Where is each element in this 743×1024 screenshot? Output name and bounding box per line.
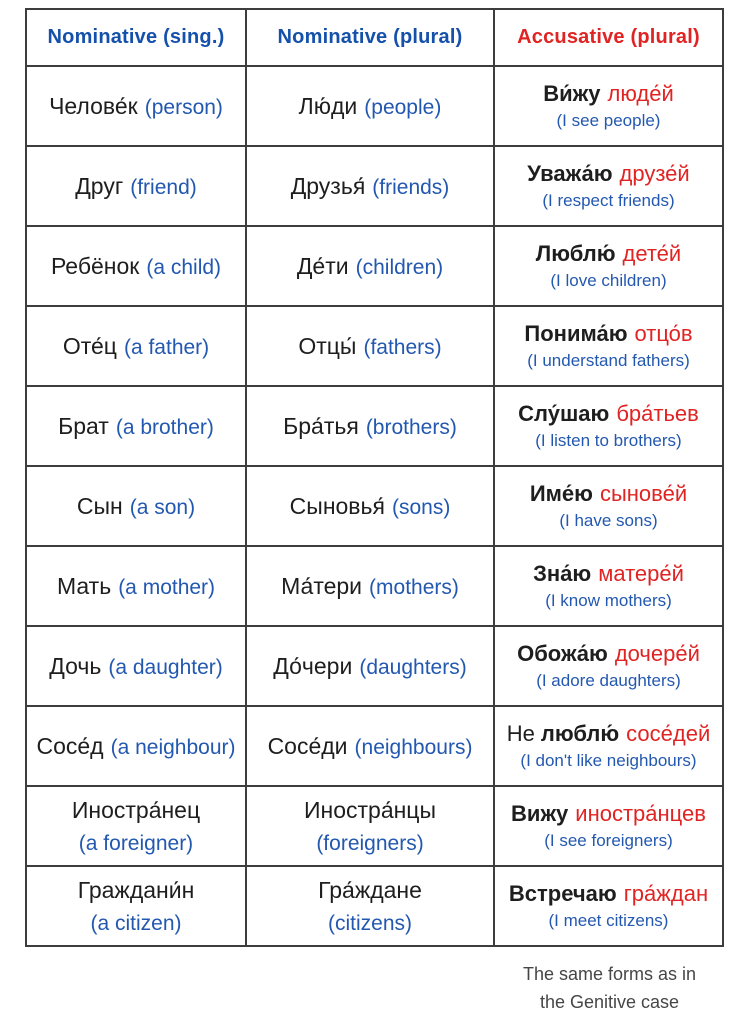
accusative-cell xyxy=(494,706,723,786)
footer-note-line2: the Genitive case xyxy=(539,991,680,1012)
accusative-phrase xyxy=(499,641,718,667)
nominative-plural-translation: (mothers) xyxy=(369,575,459,599)
accusative-prefix: Не xyxy=(506,721,535,746)
accusative-cell xyxy=(494,786,723,866)
accusative-phrase xyxy=(499,721,718,747)
nominative-singular-cell xyxy=(26,226,246,306)
nominative-singular-word: Ребёнок xyxy=(50,252,140,279)
table-row xyxy=(26,386,723,466)
nominative-singular-translation: (a brother) xyxy=(115,415,214,439)
accusative-phrase xyxy=(499,561,718,587)
nominative-singular-cell xyxy=(26,546,246,626)
header-accusative-plural: Accusative (plural) xyxy=(494,9,723,66)
table-row xyxy=(26,546,723,626)
nominative-plural-word: Бра́тья xyxy=(283,412,359,439)
accusative-cell xyxy=(494,386,723,466)
nominative-plural-translation: (foreigners) xyxy=(316,831,424,855)
table-row xyxy=(26,866,723,946)
table-row xyxy=(26,786,723,866)
accusative-translation: (I listen to brothers) xyxy=(535,431,682,450)
accusative-verb: Обожа́ю xyxy=(517,641,608,666)
table-row xyxy=(26,466,723,546)
accusative-phrase xyxy=(499,161,718,187)
accusative-cell xyxy=(494,226,723,306)
accusative-noun: сосе́дей xyxy=(626,721,711,746)
accusative-phrase xyxy=(499,81,718,107)
nominative-plural-translation: (daughters) xyxy=(359,655,467,679)
accusative-translation: (I know mothers) xyxy=(545,591,672,610)
accusative-cell xyxy=(494,306,723,386)
nominative-singular-cell xyxy=(26,386,246,466)
table-row xyxy=(26,626,723,706)
footer-note xyxy=(492,961,727,1017)
nominative-singular-cell xyxy=(26,306,246,386)
nominative-plural-cell xyxy=(246,386,494,466)
nominative-plural-translation: (sons) xyxy=(391,495,451,519)
nominative-plural-word: До́чери xyxy=(273,652,353,679)
table-row xyxy=(26,66,723,146)
nominative-plural-cell xyxy=(246,706,494,786)
accusative-phrase xyxy=(499,481,718,507)
nominative-singular-word: Брат xyxy=(58,412,109,439)
table-row xyxy=(26,226,723,306)
nominative-singular-word: Иностра́нец xyxy=(71,796,201,823)
accusative-cell xyxy=(494,866,723,946)
accusative-verb: люблю́ xyxy=(540,721,620,746)
header-row xyxy=(26,9,723,66)
nominative-plural-cell xyxy=(246,306,494,386)
nominative-plural-word: Сыновья́ xyxy=(289,492,385,519)
accusative-verb: Уважа́ю xyxy=(527,161,613,186)
nominative-plural-word: Иностра́нцы xyxy=(303,796,437,823)
accusative-translation: (I adore daughters) xyxy=(536,671,681,690)
accusative-noun: дочере́й xyxy=(614,641,700,666)
nominative-plural-word: Де́ти xyxy=(296,252,349,279)
header-nominative-singular: Nominative (sing.) xyxy=(26,9,246,66)
accusative-verb: Понима́ю xyxy=(524,321,628,346)
nominative-singular-translation: (person) xyxy=(144,95,223,119)
accusative-noun: матере́й xyxy=(598,561,684,586)
nominative-singular-word: Оте́ц xyxy=(62,332,117,359)
table-row xyxy=(26,706,723,786)
accusative-cell xyxy=(494,466,723,546)
accusative-verb: Ви́жу xyxy=(543,81,601,106)
accusative-verb: Зна́ю xyxy=(533,561,592,586)
nominative-singular-cell xyxy=(26,866,246,946)
nominative-singular-word: Сын xyxy=(76,492,123,519)
table-body xyxy=(26,66,723,946)
accusative-cell xyxy=(494,66,723,146)
nominative-plural-cell xyxy=(246,66,494,146)
nominative-singular-translation: (a daughter) xyxy=(108,655,223,679)
nominative-plural-cell xyxy=(246,226,494,306)
nominative-plural-word: Лю́ди xyxy=(298,92,358,119)
nominative-plural-translation: (citizens) xyxy=(327,911,412,935)
nominative-singular-word: Граждани́н xyxy=(77,876,195,903)
accusative-verb: Слу́шаю xyxy=(518,401,610,426)
accusative-translation: (I understand fathers) xyxy=(527,351,690,370)
nominative-singular-translation: (a son) xyxy=(129,495,196,519)
accusative-phrase xyxy=(499,241,718,267)
nominative-plural-translation: (children) xyxy=(355,255,444,279)
nominative-plural-cell xyxy=(246,466,494,546)
accusative-phrase xyxy=(499,321,718,347)
nominative-plural-cell xyxy=(246,866,494,946)
accusative-verb: Име́ю xyxy=(529,481,593,506)
accusative-translation: (I meet citizens) xyxy=(548,911,669,930)
nominative-singular-translation: (a foreigner) xyxy=(78,831,194,855)
nominative-singular-translation: (a neighbour) xyxy=(110,735,236,759)
nominative-singular-cell xyxy=(26,466,246,546)
accusative-verb: Встречаю xyxy=(508,881,617,906)
nominative-singular-word: Дочь xyxy=(49,652,102,679)
nominative-singular-cell xyxy=(26,66,246,146)
accusative-translation: (I see people) xyxy=(556,111,661,130)
table-row xyxy=(26,306,723,386)
nominative-singular-translation: (friend) xyxy=(130,175,197,199)
accusative-cell xyxy=(494,146,723,226)
accusative-translation: (I love children) xyxy=(550,271,667,290)
accusative-cell xyxy=(494,546,723,626)
nominative-singular-cell xyxy=(26,146,246,226)
accusative-translation: (I see foreigners) xyxy=(544,831,673,850)
accusative-noun: друзе́й xyxy=(619,161,690,186)
nominative-plural-word: Отцы́ xyxy=(298,332,357,359)
accusative-noun: иностра́нцев xyxy=(575,801,706,826)
nominative-plural-cell xyxy=(246,146,494,226)
nominative-singular-cell xyxy=(26,626,246,706)
nominative-plural-translation: (brothers) xyxy=(365,415,457,439)
accusative-verb: Люблю́ xyxy=(535,241,616,266)
nominative-singular-word: Сосе́д xyxy=(36,732,104,759)
nominative-plural-cell xyxy=(246,546,494,626)
accusative-noun: отцо́в xyxy=(634,321,693,346)
nominative-singular-translation: (a mother) xyxy=(118,575,216,599)
nominative-plural-word: Сосе́ди xyxy=(267,732,348,759)
nominative-plural-cell xyxy=(246,626,494,706)
nominative-singular-translation: (a citizen) xyxy=(90,911,182,935)
nominative-plural-cell xyxy=(246,786,494,866)
nominative-singular-translation: (a child) xyxy=(146,255,222,279)
grammar-table xyxy=(25,8,724,947)
nominative-plural-word: Друзья́ xyxy=(290,172,366,199)
nominative-singular-word: Друг xyxy=(75,172,124,199)
accusative-noun: люде́й xyxy=(607,81,674,106)
nominative-singular-cell xyxy=(26,786,246,866)
accusative-phrase xyxy=(499,881,718,907)
footer-note-line1: The same forms as in xyxy=(522,964,697,984)
nominative-plural-translation: (people) xyxy=(364,95,442,119)
accusative-noun: гра́ждан xyxy=(623,881,709,906)
nominative-plural-translation: (neighbours) xyxy=(354,735,473,759)
table-row xyxy=(26,146,723,226)
header-nominative-plural: Nominative (plural) xyxy=(246,9,494,66)
accusative-phrase xyxy=(499,801,718,827)
accusative-verb: Вижу xyxy=(511,801,569,826)
accusative-noun: сынове́й xyxy=(599,481,688,506)
nominative-singular-word: Челове́к xyxy=(49,92,138,119)
nominative-plural-translation: (friends) xyxy=(372,175,450,199)
nominative-singular-cell xyxy=(26,706,246,786)
accusative-translation: (I respect friends) xyxy=(542,191,675,210)
nominative-singular-translation: (a father) xyxy=(123,335,210,359)
accusative-translation: (I have sons) xyxy=(559,511,658,530)
nominative-plural-translation: (fathers) xyxy=(363,335,442,359)
accusative-cell xyxy=(494,626,723,706)
nominative-singular-word: Мать xyxy=(56,572,112,599)
accusative-noun: бра́тьев xyxy=(616,401,699,426)
accusative-phrase xyxy=(499,401,718,427)
accusative-noun: дете́й xyxy=(622,241,682,266)
nominative-plural-word: Ма́тери xyxy=(281,572,363,599)
accusative-translation: (I don't like neighbours) xyxy=(520,751,697,770)
nominative-plural-word: Гра́ждане xyxy=(318,876,422,903)
